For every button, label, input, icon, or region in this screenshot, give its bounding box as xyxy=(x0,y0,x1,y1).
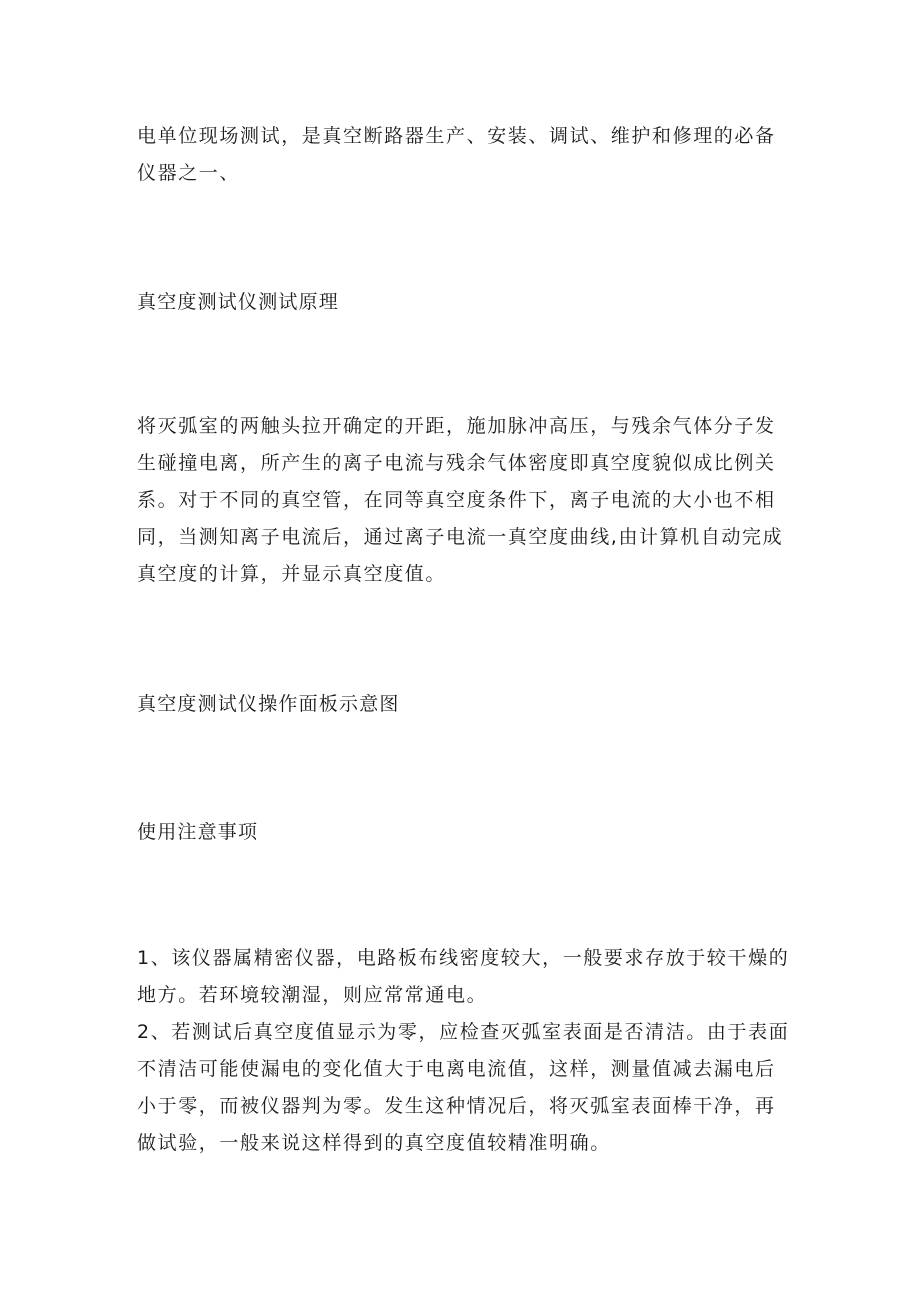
intro-paragraph: 电单位现场测试，是真空断路器生产、安装、调试、维护和修理的必备仪器之一、 xyxy=(137,125,776,184)
notes-heading: 使用注意事项 xyxy=(137,821,259,843)
note-item-1: 1、该仪器属精密仪器，电路板布线密度较大，一般要求存放于较干燥的地方。若环境较潮湿，则应常常通电。 xyxy=(137,947,790,1006)
notes-list xyxy=(137,940,792,1162)
panel-diagram-heading: 真空度测试仪操作面板示意图 xyxy=(137,693,400,715)
note-item-2: 2、若测试后真空度值显示为零，应检查灭弧室表面是否清洁。由于表面不清洁可能使漏电的变化值大于电离电流值，这样，测量值减去漏电后小于零，而被仪器判为零。发生这种情况后，将灭弧室表面棒干净，再做试验，一般来说这样得到的真空度值较精准明确。 xyxy=(137,1021,790,1154)
principle-paragraph: 将灭弧室的两触头拉开确定的开距，施加脉冲高压，与残余气体分子发生碰撞电离，所产生的离子电流与残余气体密度即真空度貌似成比例关系。对于不同的真空管，在同等真空度条件下，离子电流的大小也不相同，当测知离子电流后，通过离子电流一真空度曲线,由计算机自动完成真空度的计算，并显示真空度值。 xyxy=(137,415,784,585)
principle-heading: 真空度测试仪测试原理 xyxy=(137,291,340,313)
